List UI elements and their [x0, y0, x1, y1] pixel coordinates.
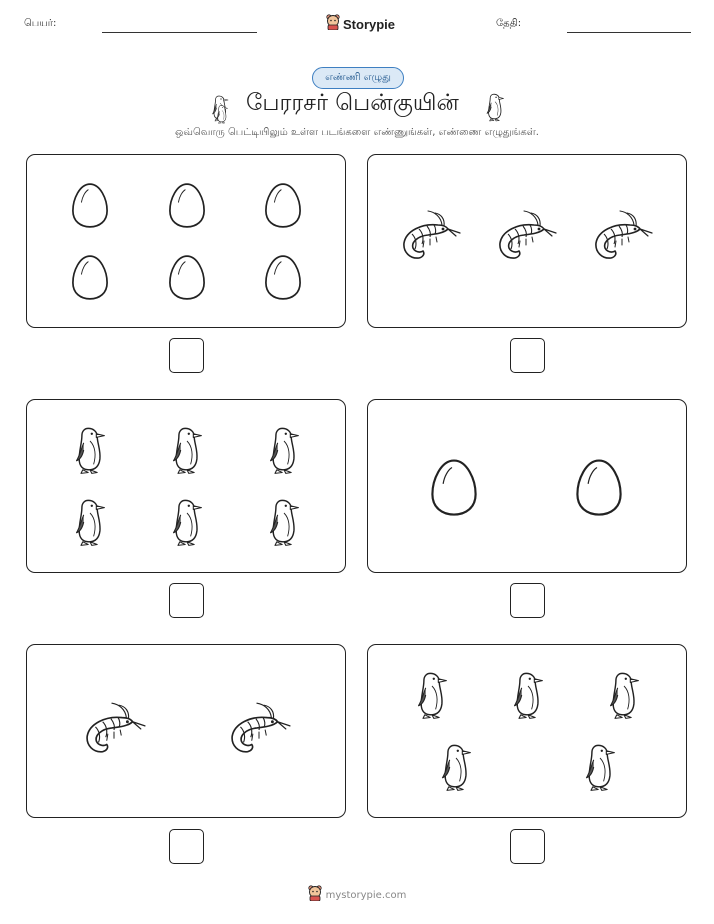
- footer: [0, 884, 714, 906]
- count-panel-4: [367, 399, 687, 573]
- egg-icon: [430, 456, 478, 518]
- title-row: [0, 90, 714, 124]
- egg-icon: [575, 456, 623, 518]
- shrimp-icon: [81, 701, 147, 759]
- date-line: [567, 32, 691, 33]
- penguin-icon: [72, 424, 108, 476]
- date-label: தேதி:: [496, 18, 522, 29]
- worksheet-header: [0, 14, 714, 38]
- penguin-icon: [510, 669, 546, 721]
- penguin-icon: [169, 424, 205, 476]
- answer-box-4[interactable]: [510, 583, 545, 618]
- bear-icon: [308, 885, 322, 905]
- answer-box-3[interactable]: [169, 583, 204, 618]
- count-panel-6: [367, 644, 687, 818]
- penguin-icon: [72, 496, 108, 548]
- egg-icon: [264, 253, 302, 301]
- egg-icon: [168, 181, 206, 229]
- egg-icon: [168, 253, 206, 301]
- page-title: பேரரசர் பென்குயின்: [246, 90, 459, 116]
- instructions: ஒவ்வொரு பெட்டியிலும் உள்ள படங்களை எண்ணுங்கள், எண்ணை எழுதுங்கள்.: [175, 127, 539, 138]
- shrimp-icon: [590, 209, 654, 265]
- penguin-icon: [606, 669, 642, 721]
- brand-logo: [326, 14, 395, 34]
- count-panel-5: [26, 644, 346, 818]
- answer-box-5[interactable]: [169, 829, 204, 864]
- name-line: [102, 32, 257, 33]
- count-panel-2: [367, 154, 687, 328]
- shrimp-icon: [226, 701, 292, 759]
- penguin-icon: [484, 92, 506, 126]
- shrimp-icon: [494, 209, 558, 265]
- egg-icon: [71, 253, 109, 301]
- egg-icon: [71, 181, 109, 229]
- answer-box-6[interactable]: [510, 829, 545, 864]
- bear-icon: [326, 14, 340, 34]
- answer-box-2[interactable]: [510, 338, 545, 373]
- answer-box-1[interactable]: [169, 338, 204, 373]
- count-panel-1: [26, 154, 346, 328]
- count-panel-3: [26, 399, 346, 573]
- egg-icon: [264, 181, 302, 229]
- shrimp-icon: [398, 209, 462, 265]
- footer-site[interactable]: mystorypie.com: [325, 889, 407, 901]
- penguin-icon: [438, 741, 474, 793]
- brand-name: Storypie: [343, 16, 396, 32]
- penguin-icon: [266, 424, 302, 476]
- penguin-icon: [582, 741, 618, 793]
- activity-badge: எண்ணி எழுது: [312, 67, 404, 89]
- name-label: பெயர்:: [24, 18, 57, 29]
- penguin-icon: [266, 496, 302, 548]
- penguin-icon: [169, 496, 205, 548]
- penguin-icon: [414, 669, 450, 721]
